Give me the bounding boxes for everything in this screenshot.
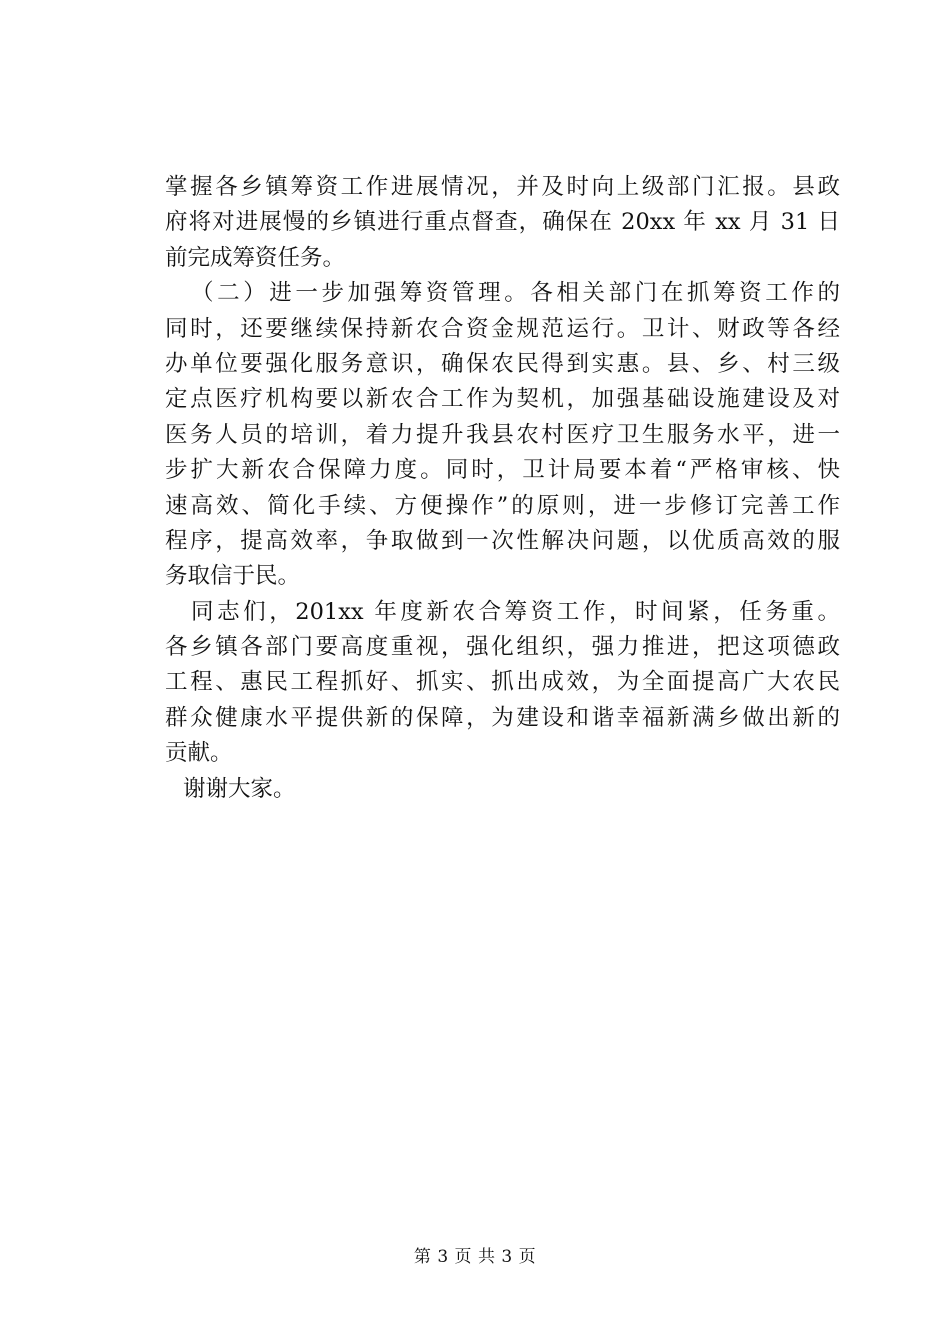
text-line: 掌握各乡镇筹资工作进展情况，并及时向上级部门汇报。县政 bbox=[165, 174, 840, 200]
text-line: 前完成筹资任务。 bbox=[165, 244, 346, 271]
text-line: 贡献。 bbox=[165, 740, 233, 767]
text-line: 医务人员的培训，着力提升我县农村医疗卫生服务水平，进一 bbox=[165, 421, 840, 448]
text-line: 各乡镇各部门要高度重视，强化组织，强力推进，把这项德政 bbox=[165, 634, 840, 661]
text-line: 定点医疗机构要以新农合工作为契机，加强基础设施建设及对 bbox=[165, 386, 840, 413]
document-body bbox=[165, 170, 840, 807]
text-line: 程序，提高效率，争取做到一次性解决问题，以优质高效的服 bbox=[165, 527, 840, 554]
page-number-footer: 第 3 页 共 3 页 bbox=[413, 1247, 537, 1267]
text-line: 务取信于民。 bbox=[165, 563, 301, 590]
text-line: 办单位要强化服务意识，确保农民得到实惠。县、乡、村三级 bbox=[165, 350, 840, 377]
text-line: 府将对进展慢的乡镇进行重点督查，确保在 20xx 年 xx 月 31 日 bbox=[165, 209, 840, 236]
paragraph-thanks bbox=[165, 772, 840, 807]
text-line: 同时，还要继续保持新农合资金规范运行。卫计、财政等各经 bbox=[165, 315, 840, 342]
text-line: 速高效、简化手续、方便操作”的原则，进一步修订完善工作 bbox=[165, 492, 840, 519]
paragraph-progress-report bbox=[165, 170, 840, 276]
text-line: 同志们，201xx 年度新农合筹资工作，时间紧，任务重。 bbox=[191, 598, 840, 625]
text-line: 谢谢大家。 bbox=[183, 775, 296, 802]
text-line: 工程、惠民工程抓好、抓实、抓出成效，为全面提高广大农民 bbox=[165, 669, 840, 696]
text-line: 群众健康水平提供新的保障，为建设和谐幸福新满乡做出新的 bbox=[165, 704, 840, 731]
text-line: 步扩大新农合保障力度。同时，卫计局要本着“严格审核、快 bbox=[165, 457, 840, 484]
paragraph-fund-management bbox=[165, 276, 840, 595]
text-line: （二）进一步加强筹资管理。各相关部门在抓筹资工作的 bbox=[191, 280, 840, 307]
paragraph-closing-remarks bbox=[165, 595, 840, 772]
